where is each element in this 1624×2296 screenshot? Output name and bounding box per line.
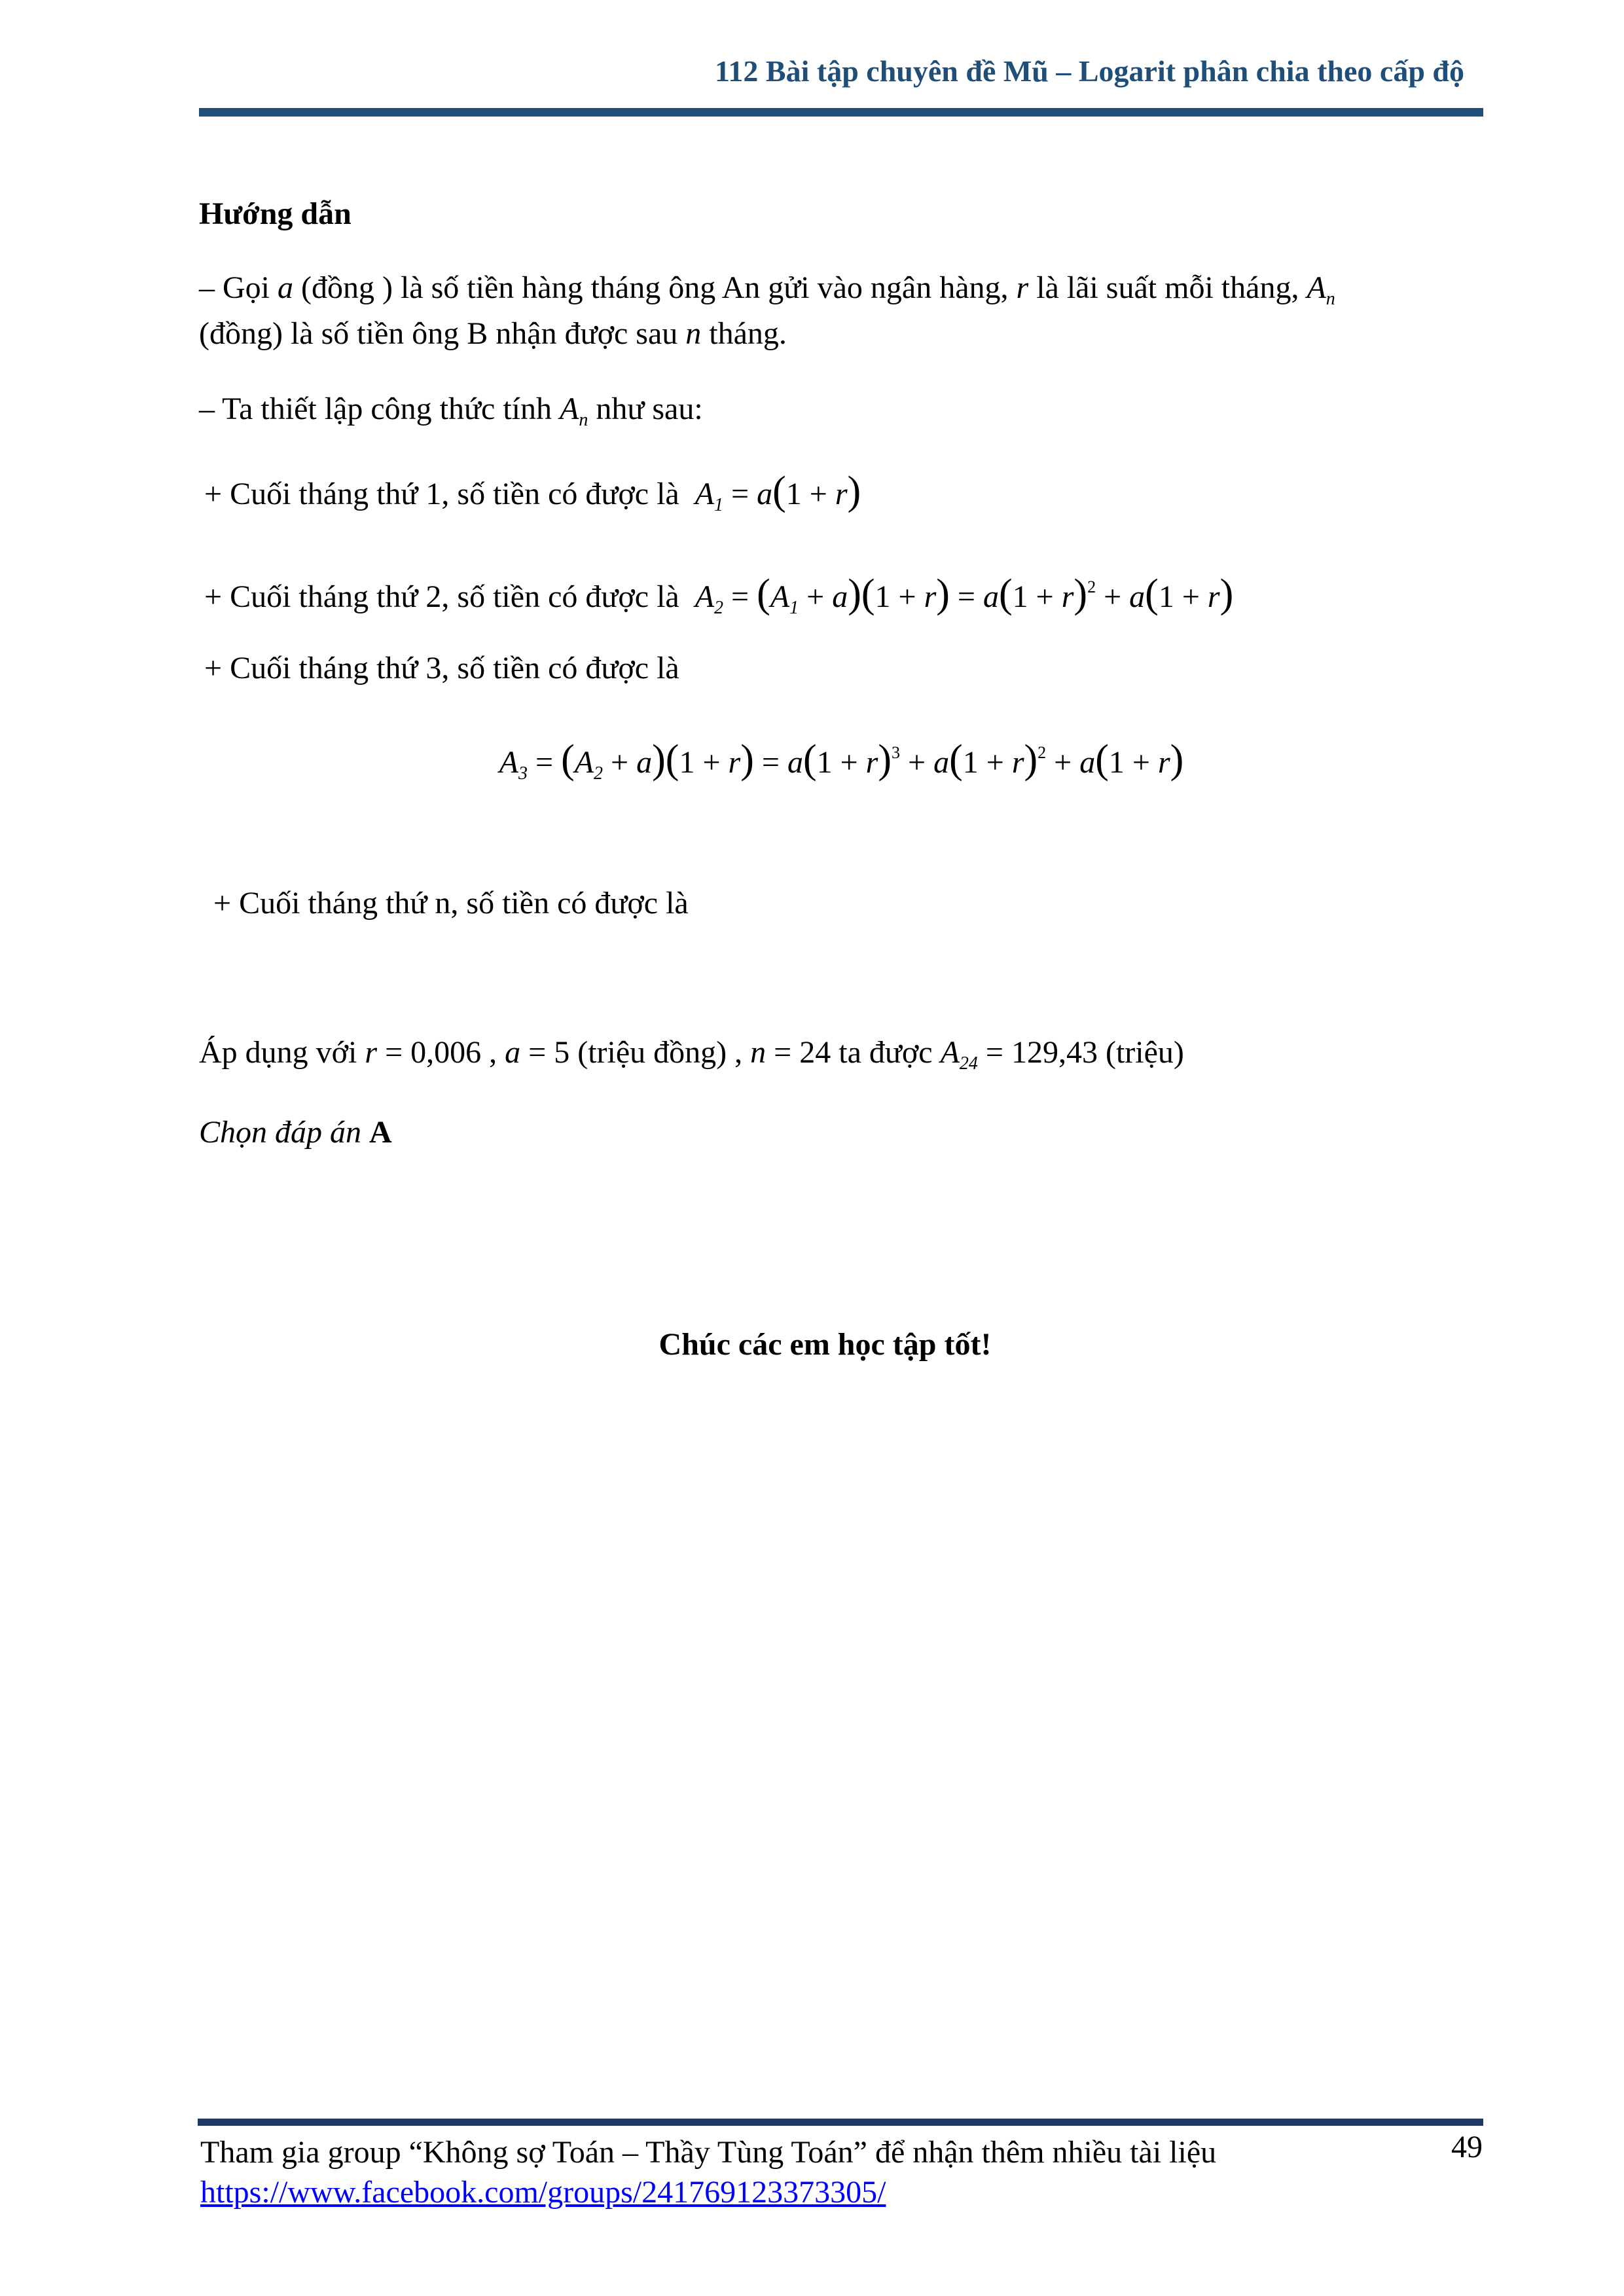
formula-token: r (728, 745, 741, 780)
step-label: + Cuối tháng thứ 1, số tiền có được là (204, 477, 679, 511)
formula-token: ) (652, 737, 666, 782)
formula-token: + (603, 745, 637, 780)
paragraph-2 (199, 314, 787, 354)
formula-2 (695, 572, 1234, 618)
step-label: + Cuối tháng thứ 3, số tiền có được là (204, 651, 679, 685)
formula-token: r (835, 477, 848, 511)
formula-token: = (723, 477, 757, 511)
formula-token: a (787, 745, 803, 780)
formula-token: 1 + (875, 579, 924, 614)
header-divider (199, 108, 1483, 117)
formula-token: ( (561, 737, 575, 782)
formula-token: = (723, 579, 757, 614)
formula-token: r (1207, 579, 1220, 614)
formula-token: ( (1095, 737, 1109, 782)
formula-token: n (750, 1035, 767, 1070)
sub-n: n (579, 410, 588, 430)
text: – Gọi (199, 270, 278, 305)
closing-message: Chúc các em học tập tốt! (659, 1327, 992, 1362)
formula-token: 3 (518, 763, 528, 784)
apply-line (199, 1033, 1184, 1084)
step-1 (204, 469, 861, 525)
page-number: 49 (1451, 2130, 1483, 2164)
formula-token: A (770, 579, 790, 614)
formula-token: ) (1024, 737, 1038, 782)
formula-token: a (505, 1035, 521, 1070)
formula-token: ) (936, 572, 950, 616)
section-heading: Hướng dẫn (199, 196, 352, 231)
text: (đồng) là số tiền ông B nhận được sau (199, 316, 686, 351)
text: là lãi suất mỗi tháng, (1028, 270, 1307, 305)
formula-token: r (365, 1035, 378, 1070)
formula-token: a (1079, 745, 1096, 780)
formula-token: ( (861, 572, 875, 616)
formula-token: 1 + (962, 745, 1012, 780)
formula-1 (695, 469, 861, 515)
formula-token: 3 (892, 743, 901, 762)
text: (đồng ) là số tiền hàng tháng ông An gửi vào ngân hàng, (293, 270, 1017, 305)
answer-line (199, 1113, 392, 1152)
formula-token: 1 + (785, 477, 835, 511)
var-r: r (1016, 270, 1029, 305)
formula-token: 24 (959, 1053, 978, 1074)
formula-token: 2 (1038, 743, 1047, 762)
formula-token: 2 (594, 763, 604, 784)
formula-token: 1 + (679, 745, 729, 780)
formula-token: ) (740, 737, 754, 782)
formula-token: r (1061, 579, 1074, 614)
formula-token: 1 (714, 495, 724, 515)
formula-token: A (695, 579, 715, 614)
formula-token: A (695, 477, 715, 511)
facebook-group-link[interactable]: https://www.facebook.com/groups/241769123373305/ (200, 2175, 886, 2210)
step-2 (204, 568, 1233, 628)
formula-token: = 0,006 , (377, 1035, 505, 1070)
formula-3 (499, 737, 1184, 784)
step-label: + Cuối tháng thứ 2, số tiền có được là (204, 579, 679, 614)
footer-text: Tham gia group “Không sợ Toán – Thầy Tùng Toán” để nhận thêm nhiều tài liệu (200, 2135, 1217, 2170)
formula-token: = 24 ta được (766, 1035, 941, 1070)
formula-token: + (1096, 579, 1130, 614)
formula-token: ( (665, 737, 679, 782)
var-A: A (1307, 270, 1326, 305)
paragraph-3 (199, 390, 703, 440)
paragraph-1 (199, 268, 1483, 319)
formula-token: ) (848, 572, 861, 616)
formula-token: ( (772, 469, 786, 513)
formula-token: 1 + (1108, 745, 1158, 780)
formula-token: r (1157, 745, 1170, 780)
text: tháng. (701, 316, 787, 351)
formula-token: A (940, 1035, 960, 1070)
var-n: n (685, 316, 702, 351)
step-3 (204, 649, 679, 688)
formula-token: ( (999, 572, 1013, 616)
formula-token: = 129,43 (triệu) (977, 1035, 1184, 1070)
formula-token: 2 (1087, 577, 1096, 596)
formula-token: a (757, 477, 773, 511)
formula-token: ) (878, 737, 892, 782)
var-A: A (560, 392, 579, 426)
formula-token: + (799, 579, 833, 614)
text: như sau: (588, 392, 703, 426)
step-n: + Cuối tháng thứ n, số tiền có được là (213, 886, 689, 920)
var-a: a (278, 270, 293, 305)
answer-choice: A (369, 1115, 392, 1150)
formula-token: a (832, 579, 848, 614)
formula-token: = (527, 745, 562, 780)
text: – Ta thiết lập công thức tính (199, 392, 560, 426)
header-title: 112 Bài tập chuyên đề Mũ – Logarit phân chia theo cấp độ (714, 54, 1464, 88)
formula-token: a (636, 745, 653, 780)
footer-divider (198, 2119, 1483, 2126)
formula-3-line (0, 733, 1624, 793)
formula-token: + (900, 745, 934, 780)
formula-token: a (983, 579, 999, 614)
formula-token: 1 + (1158, 579, 1208, 614)
formula-token: ( (757, 572, 770, 616)
formula-token: r (865, 745, 878, 780)
formula-token: ) (847, 469, 861, 513)
formula-token: ) (1074, 572, 1088, 616)
formula-token: = (753, 745, 787, 780)
formula-token: = (949, 579, 983, 614)
footer-link-wrap (200, 2173, 886, 2212)
formula-token: ) (1219, 572, 1234, 616)
formula-token: r (924, 579, 937, 614)
formula-token: r (1011, 745, 1024, 780)
formula-token: Áp dụng với (199, 1035, 365, 1070)
formula-token: 1 + (1012, 579, 1062, 614)
formula-token: a (933, 745, 950, 780)
formula-token: 2 (714, 598, 724, 618)
sub-n: n (1326, 289, 1335, 309)
formula-token: + (1046, 745, 1080, 780)
formula-token: 1 (789, 598, 799, 618)
formula-token: = 5 (triệu đồng) , (520, 1035, 751, 1070)
formula-token: ( (803, 737, 817, 782)
formula-token: ( (949, 737, 963, 782)
formula-token: a (1129, 579, 1146, 614)
formula-token: ) (1170, 737, 1184, 782)
formula-token: ( (1145, 572, 1159, 616)
apply-formula (199, 1035, 1184, 1074)
formula-token: A (574, 745, 594, 780)
formula-token: A (499, 745, 518, 780)
answer-label: Chọn đáp án (199, 1115, 370, 1150)
formula-token: 1 + (816, 745, 866, 780)
